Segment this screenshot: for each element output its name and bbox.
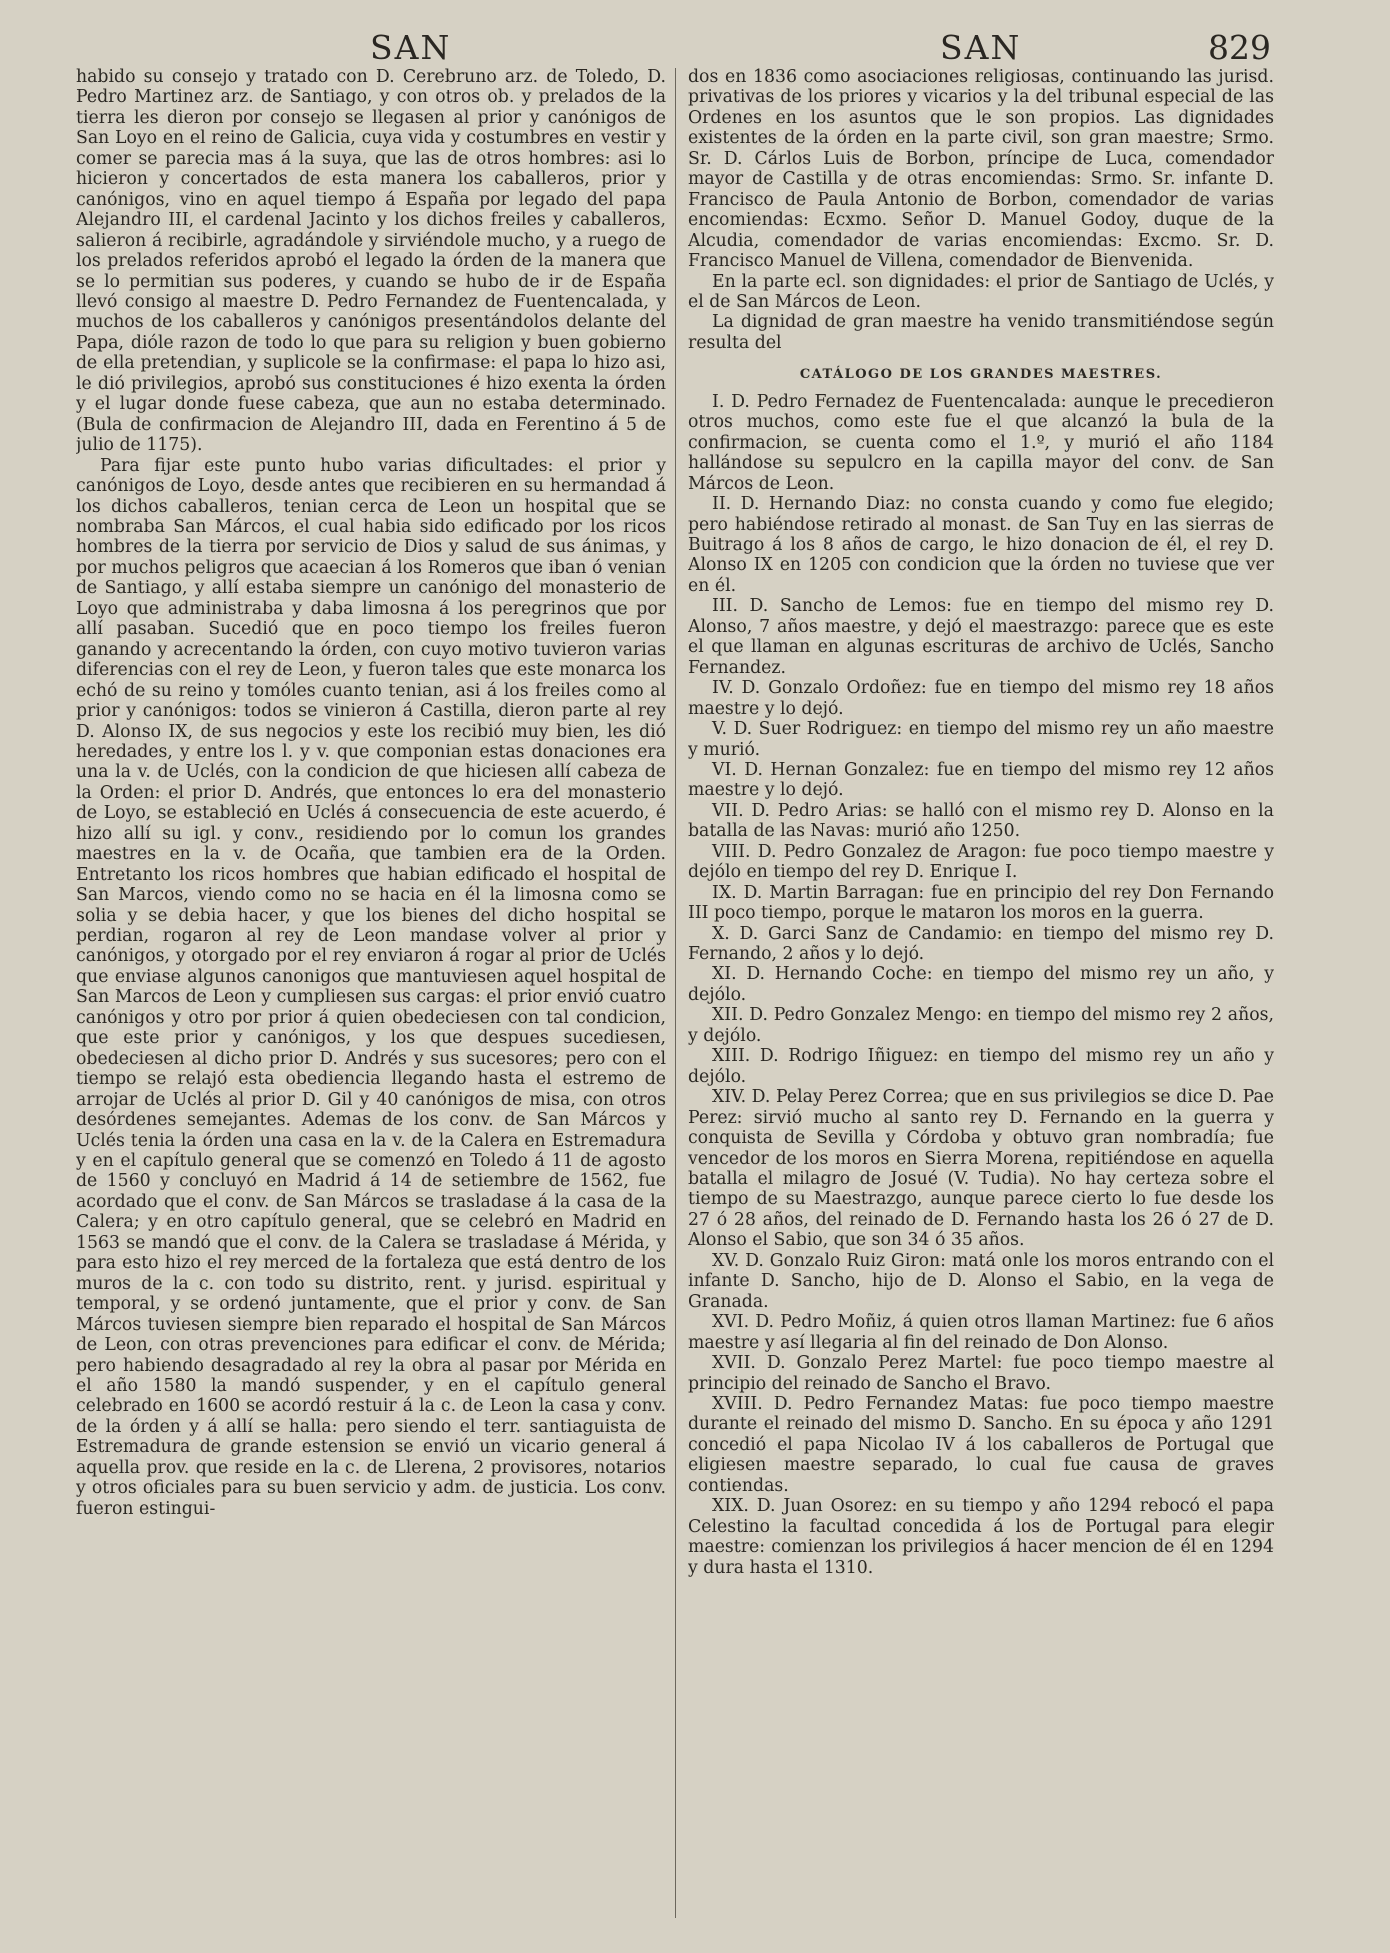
paragraph: La dignidad de gran maestre ha venido transmitiéndose según resulta del (688, 312, 1274, 353)
catalog-entry: XV. D. Gonzalo Ruiz Giron: matá onle los moros entrando con el infante D. Sancho, hijo de D. Alonso el Sabio, en la vega de Granada. (688, 1250, 1274, 1312)
catalog-entry: XII. D. Pedro Gonzalez Mengo: en tiempo del mismo rey 2 años, y dejólo. (688, 1005, 1274, 1046)
right-column (688, 67, 1274, 1927)
left-column (76, 67, 666, 1927)
catalog-entry: III. D. Sancho de Lemos: fue en tiempo del mismo rey D. Alonso, 7 años maestre, y dejó el maestrazgo: parece que es este el que llaman en algunas escrituras de archivo de Uclés, Sancho Fernandez. (688, 596, 1274, 678)
page-number: 829 (1208, 28, 1271, 67)
catalog-entry: VII. D. Pedro Arias: se halló con el mismo rey D. Alonso en la batalla de las Navas: murió año 1250. (688, 800, 1274, 842)
catalog-entry: XVIII. D. Pedro Fernandez Matas: fue poco tiempo maestre durante el reinado del mismo D. Sancho. En su época y año 1291 concedió el papa Nicolao IV á los caballeros de Portugal que eligiesen maestre separado, lo cual fue causa de graves contiendas. (688, 1394, 1274, 1496)
catalog-entry: XI. D. Hernando Coche: en tiempo del mismo rey un año, y dejólo. (688, 964, 1274, 1005)
catalog-entry: II. D. Hernando Diaz: no consta cuando y como fue elegido; pero habiéndose retirado al monast. de San Tuy en las sierras de Buitrago á los 8 años de cargo, le hizo donacion de él, el rey D. Alonso IX en 1205 con condicion que la órden no tuviese que ver en él. (688, 494, 1274, 596)
catalog-entry: XVII. D. Gonzalo Perez Martel: fue poco tiempo maestre al principio del reinado de Sancho el Bravo. (688, 1353, 1274, 1394)
paragraph: habido su consejo y tratado con D. Cerebruno arz. de Toledo, D. Pedro Martinez arz. de Santiago, y con otros ob. y prelados de la tierra les dieron por consejo se llegasen al prior y canónigos de San Loyo en el reino de Galicia, cuya vida y costumbres en vestir y comer se parecia mas á la suya, que las de otros hombres: asi lo hicieron y concertados de esta manera los caballeros, prior y canónigos, vino en aquel tiempo á España por legado del papa Alejandro III, el cardenal Jacinto y los dichos freiles y caballeros, salieron á recibirle, agradándole y sirviéndole mucho, y a ruego de los prelados referidos aprobó el legado la órden de la manera que se lo permitian sus poderes, y cuando se hubo de ir de España llevó consigo al maestre D. Pedro Fernandez de Fuentencalada, y muchos de los caballeros y canónigos presentándolos delante del Papa, dióle razon de todo lo que para su religion y buen gobierno de ella pretendian, y suplicole se la confirmase: el papa lo hizo asi, le dió privilegios, aprobó sus constituciones é hizo exenta la órden y el lugar donde fuese cabeza, que aun no estaba determinado. (Bula de confirmacion de Alejandro III, dada en Ferentino á 5 de julio de 1175). (76, 67, 666, 456)
running-head-left: SAN (370, 28, 452, 67)
catalog-entry: IX. D. Martin Barragan: fue en principio del rey Don Fernando III poco tiempo, porque le mataron los moros en la guerra. (688, 882, 1274, 924)
catalog-entry: XVI. D. Pedro Moñiz, á quien otros llaman Martinez: fue 6 años maestre y así llegaria al fin del reinado de Don Alonso. (688, 1312, 1274, 1353)
running-head-right: SAN (940, 28, 1022, 67)
catalog-title: CATÁLOGO DE LOS GRANDES MAESTRES. (799, 367, 1163, 383)
paragraph: Para fijar este punto hubo varias dificultades: el prior y canónigos de Loyo, desde antes que recibieren en su hermandad á los dichos caballeros, tenian cerca de Leon un hospital que se nombraba San Márcos, el cual habia sido edificado por los ricos hombres de la tierra por servicio de Dios y salud de sus ánimas, y por muchos peligros que acaecian á los Romeros que iban ó venian de Santiago, y allí estaba siempre un canónigo del monasterio de Loyo que administraba y daba limosna á los peregrinos que por allí pasaban. Sucedió que en poco tiempo los freiles fueron ganando y acrecentando la órden, con cuyo motivo tuvieron varias diferencias con el rey de Leon, y fueron tales que este monarca los echó de su reino y tomóles cuanto tenian, asi á los freiles como al prior y canónigos: todos se vinieron á Castilla, dieron parte al rey D. Alonso IX, de sus negocios y este los recibió muy bien, les dió heredades, y entre los l. y v. que componian estas donaciones era una la v. de Uclés, con la condicion de que hiciesen allí cabeza de la Orden: el prior D. Andrés, que entonces lo era del monasterio de Loyo, se estableció en Uclés á consecuencia de este acuerdo, é hizo allí su igl. y conv., residiendo por lo comun los grandes maestres en la v. de Ocaña, que tambien era de la Orden. Entretanto los ricos hombres que habian edificado el hospital de San Marcos, viendo como no se hacia en él la limosna como se solia y se debia hacer, y que los bienes del dicho hospital se perdian, rogaron al rey de Leon mandase volver al prior y canónigos, y otorgado por el rey enviaron á rogar al prior de Uclés que enviase algunos canonigos que mantuviesen aquel hospital de San Marcos de Leon y cumpliesen sus cargas: el prior envió cuatro canónigos y otro por prior á quien obedeciesen con tal condicion, que este prior y canónigos, y los que despues sucediesen, obedeciesen al dicho prior D. Andrés y sus sucesores; pero con el tiempo se relajó esta obediencia llegando hasta el estremo de arrojar de Uclés al prior D. Gil y 40 canónigos de misa, con otros desórdenes semejantes. Ademas de los conv. de San Márcos y Uclés tenia la órden una casa en la v. de la Calera en Estremadura y en el capítulo general que se comenzó en Toledo á 11 de agosto de 1560 y concluyó en Madrid á 14 de setiembre de 1562, fue acordado que el conv. de San Márcos se trasladase á la casa de la Calera; y en otro capítulo general, que se celebró en Madrid en 1563 se mandó que el conv. de la Calera se trasladase á Mérida, y para esto hizo el rey merced de la fortaleza que está dentro de los muros de la c. con todo su distrito, rent. y jurisd. espiritual y temporal, y se ordenó juntamente, que el prior y conv. de San Márcos tuviesen siempre bien reparado el hospital de San Márcos de Leon, con otras prevenciones para edificar el conv. de Mérida; pero habiendo desagradado al rey la obra al pasar por Mérida en el año 1580 la mandó suspender, y en el capítulo general celebrado en 1600 se acordó restuir á la c. de Leon la casa y conv. de la órden y á allí se halla: pero siendo el terr. santiaguista de Estremadura de grande estension se envió un vicario general á aquella prov. que reside en la c. de Llerena, 2 provisores, notarios y otros oficiales para su buen servicio y adm. de justicia. Los conv. fueron estingui- (76, 455, 666, 1519)
catalog-entry: XIV. D. Pelay Perez Correa; que en sus privilegios se dice D. Pae Perez: sirvió mucho al santo rey D. Fernando en la guerra y conquista de Sevilla y Córdoba y obtuvo gran nombradía; fue vencedor de los moros en Sierra Morena, repitiéndose en aquella batalla el milagro de Josué (V. Tudia). No hay certeza sobre el tiempo de su Maestrazgo, aunque parece cierto lo fue desde los 27 ó 28 años, del reinado de D. Fernando hasta los 26 ó 27 de D. Alonso el Sabio, que son 34 ó 35 años. (688, 1087, 1274, 1251)
paragraph: En la parte ecl. son dignidades: el prior de Santiago de Uclés, y el de San Márcos de Leon. (688, 271, 1274, 312)
catalog-entry: VI. D. Hernan Gonzalez: fue en tiempo del mismo rey 12 años maestre y lo dejó. (688, 759, 1274, 801)
column-divider (675, 68, 676, 1918)
catalog-entry: XIII. D. Rodrigo Iñiguez: en tiempo del mismo rey un año y dejólo. (688, 1046, 1274, 1087)
page-header (0, 28, 1390, 70)
catalog-entry: I. D. Pedro Fernadez de Fuentencalada: aunque le precedieron otros muchos, como este fue el que alcanzó la bula de la confirmacion, se cuenta como el 1.º, y murió el año 1184 hallándose su sepulcro en la capilla mayor del conv. de San Márcos de Leon. (688, 391, 1274, 494)
catalog-entry: X. D. Garci Sanz de Candamio: en tiempo del mismo rey D. Fernando, 2 años y lo dejó. (688, 923, 1274, 965)
catalog-entry: XIX. D. Juan Osorez: en su tiempo y año 1294 rebocó el papa Celestino la facultad concedida á los de Portugal para elegir maestre: comienzan los privilegios á hacer mencion de él en 1294 y dura hasta el 1310. (688, 1496, 1274, 1578)
catalog-entry: IV. D. Gonzalo Ordoñez: fue en tiempo del mismo rey 18 años maestre y lo dejó. (688, 678, 1274, 719)
catalog-entry: V. D. Suer Rodriguez: en tiempo del mismo rey un año maestre y murió. (688, 719, 1274, 760)
catalog-entry: VIII. D. Pedro Gonzalez de Aragon: fue poco tiempo maestre y dejólo en tiempo del rey D. Enrique I. (688, 841, 1274, 883)
paragraph: dos en 1836 como asociaciones religiosas, continuando las jurisd. privativas de los priores y vicarios y la del tribunal especial de las Ordenes en los asuntos que le son propios. Las dignidades existentes de la órden en la parte civil, son gran maestre; Srmo. Sr. D. Cárlos Luis de Borbon, príncipe de Luca, comendador mayor de Castilla y de otras encomiendas: Srmo. Sr. infante D. Francisco de Paula Antonio de Borbon, comendador de varias encomiendas: Ecxmo. Señor D. Manuel Godoy, duque de la Alcudia, comendador de varias encomiendas: Excmo. Sr. D. Francisco Manuel de Villena, comendador de Bienvenida. (688, 67, 1274, 272)
